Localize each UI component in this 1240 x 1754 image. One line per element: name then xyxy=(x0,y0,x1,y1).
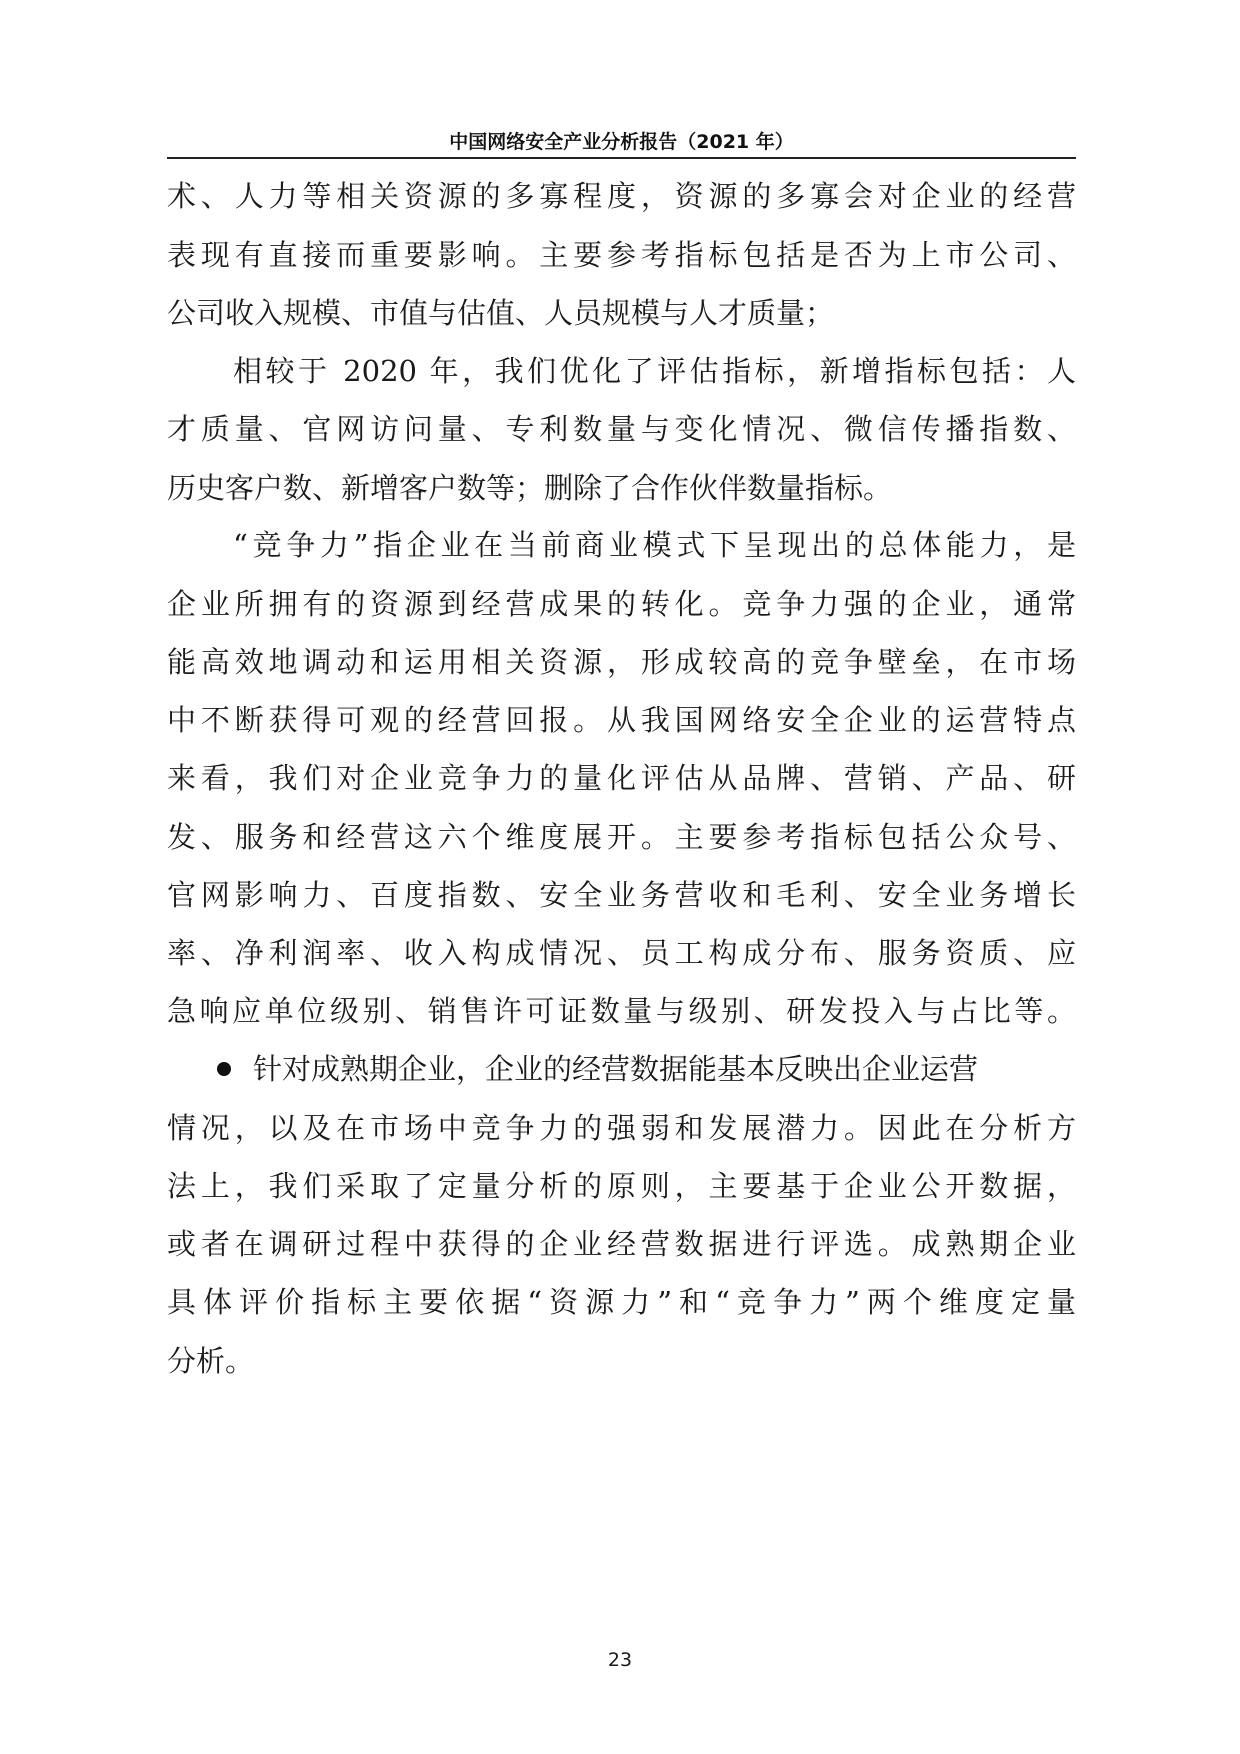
text-line: 术、人力等相关资源的多寡程度，资源的多寡会对企业的经营 xyxy=(167,179,1076,213)
text-line: 情况，以及在市场中竞争力的强弱和发展潜力。因此在分析方 xyxy=(167,1111,1076,1145)
text-line: 发、服务和经营这六个维度展开。主要参考指标包括公众号、 xyxy=(167,820,1076,854)
page-number: 23 xyxy=(607,1649,633,1671)
text-line: 能高效地调动和运用相关资源，形成较高的竞争壁垒，在市场 xyxy=(167,645,1076,679)
bullet-line xyxy=(167,1049,1076,1089)
text-line: 才质量、官网访问量、专利数量与变化情况、微信传播指数、 xyxy=(167,412,1076,446)
text-line: 法上，我们采取了定量分析的原则，主要基于企业公开数据， xyxy=(167,1169,1076,1203)
text-line: “竞争力”指企业在当前商业模式下呈现出的总体能力，是 xyxy=(233,528,1076,562)
text-line: 来看，我们对企业竞争力的量化评估从品牌、营销、产品、研 xyxy=(167,761,1076,795)
text-line: 企业所拥有的资源到经营成果的转化。竞争力强的企业，通常 xyxy=(167,587,1076,621)
text-line: 官网影响力、百度指数、安全业务营收和毛利、安全业务增长 xyxy=(167,878,1076,912)
text-line: 具体评价指标主要依据“资源力”和“竞争力”两个维度定量 xyxy=(167,1285,1076,1319)
text-line: 公司收入规模、市值与估值、人员规模与人才质量； xyxy=(167,296,835,330)
text-line: 或者在调研过程中获得的企业经营数据进行评选。成熟期企业 xyxy=(167,1227,1076,1261)
text-line: 急响应单位级别、销售许可证数量与级别、研发投入与占比等。 xyxy=(167,994,1076,1028)
header-divider xyxy=(167,157,1076,159)
text-line: 率、净利润率、收入构成情况、员工构成分布、服务资质、应 xyxy=(167,936,1076,970)
running-header: 中国网络安全产业分析报告（2021 年） xyxy=(449,131,794,153)
text-line: 历史客户数、新增客户数等；删除了合作伙伴数量指标。 xyxy=(167,471,893,505)
text-line: 中不断获得可观的经营回报。从我国网络安全企业的运营特点 xyxy=(167,703,1076,737)
text-line: 表现有直接而重要影响。主要参考指标包括是否为上市公司、 xyxy=(167,238,1076,272)
text-line: 相较于 2020 年，我们优化了评估指标，新增指标包括：人 xyxy=(233,354,1076,388)
text-line: 针对成熟期企业，企业的经营数据能基本反映出企业运营 xyxy=(253,1052,979,1086)
text-line: 分析。 xyxy=(167,1344,255,1378)
bullet-icon xyxy=(217,1062,231,1076)
